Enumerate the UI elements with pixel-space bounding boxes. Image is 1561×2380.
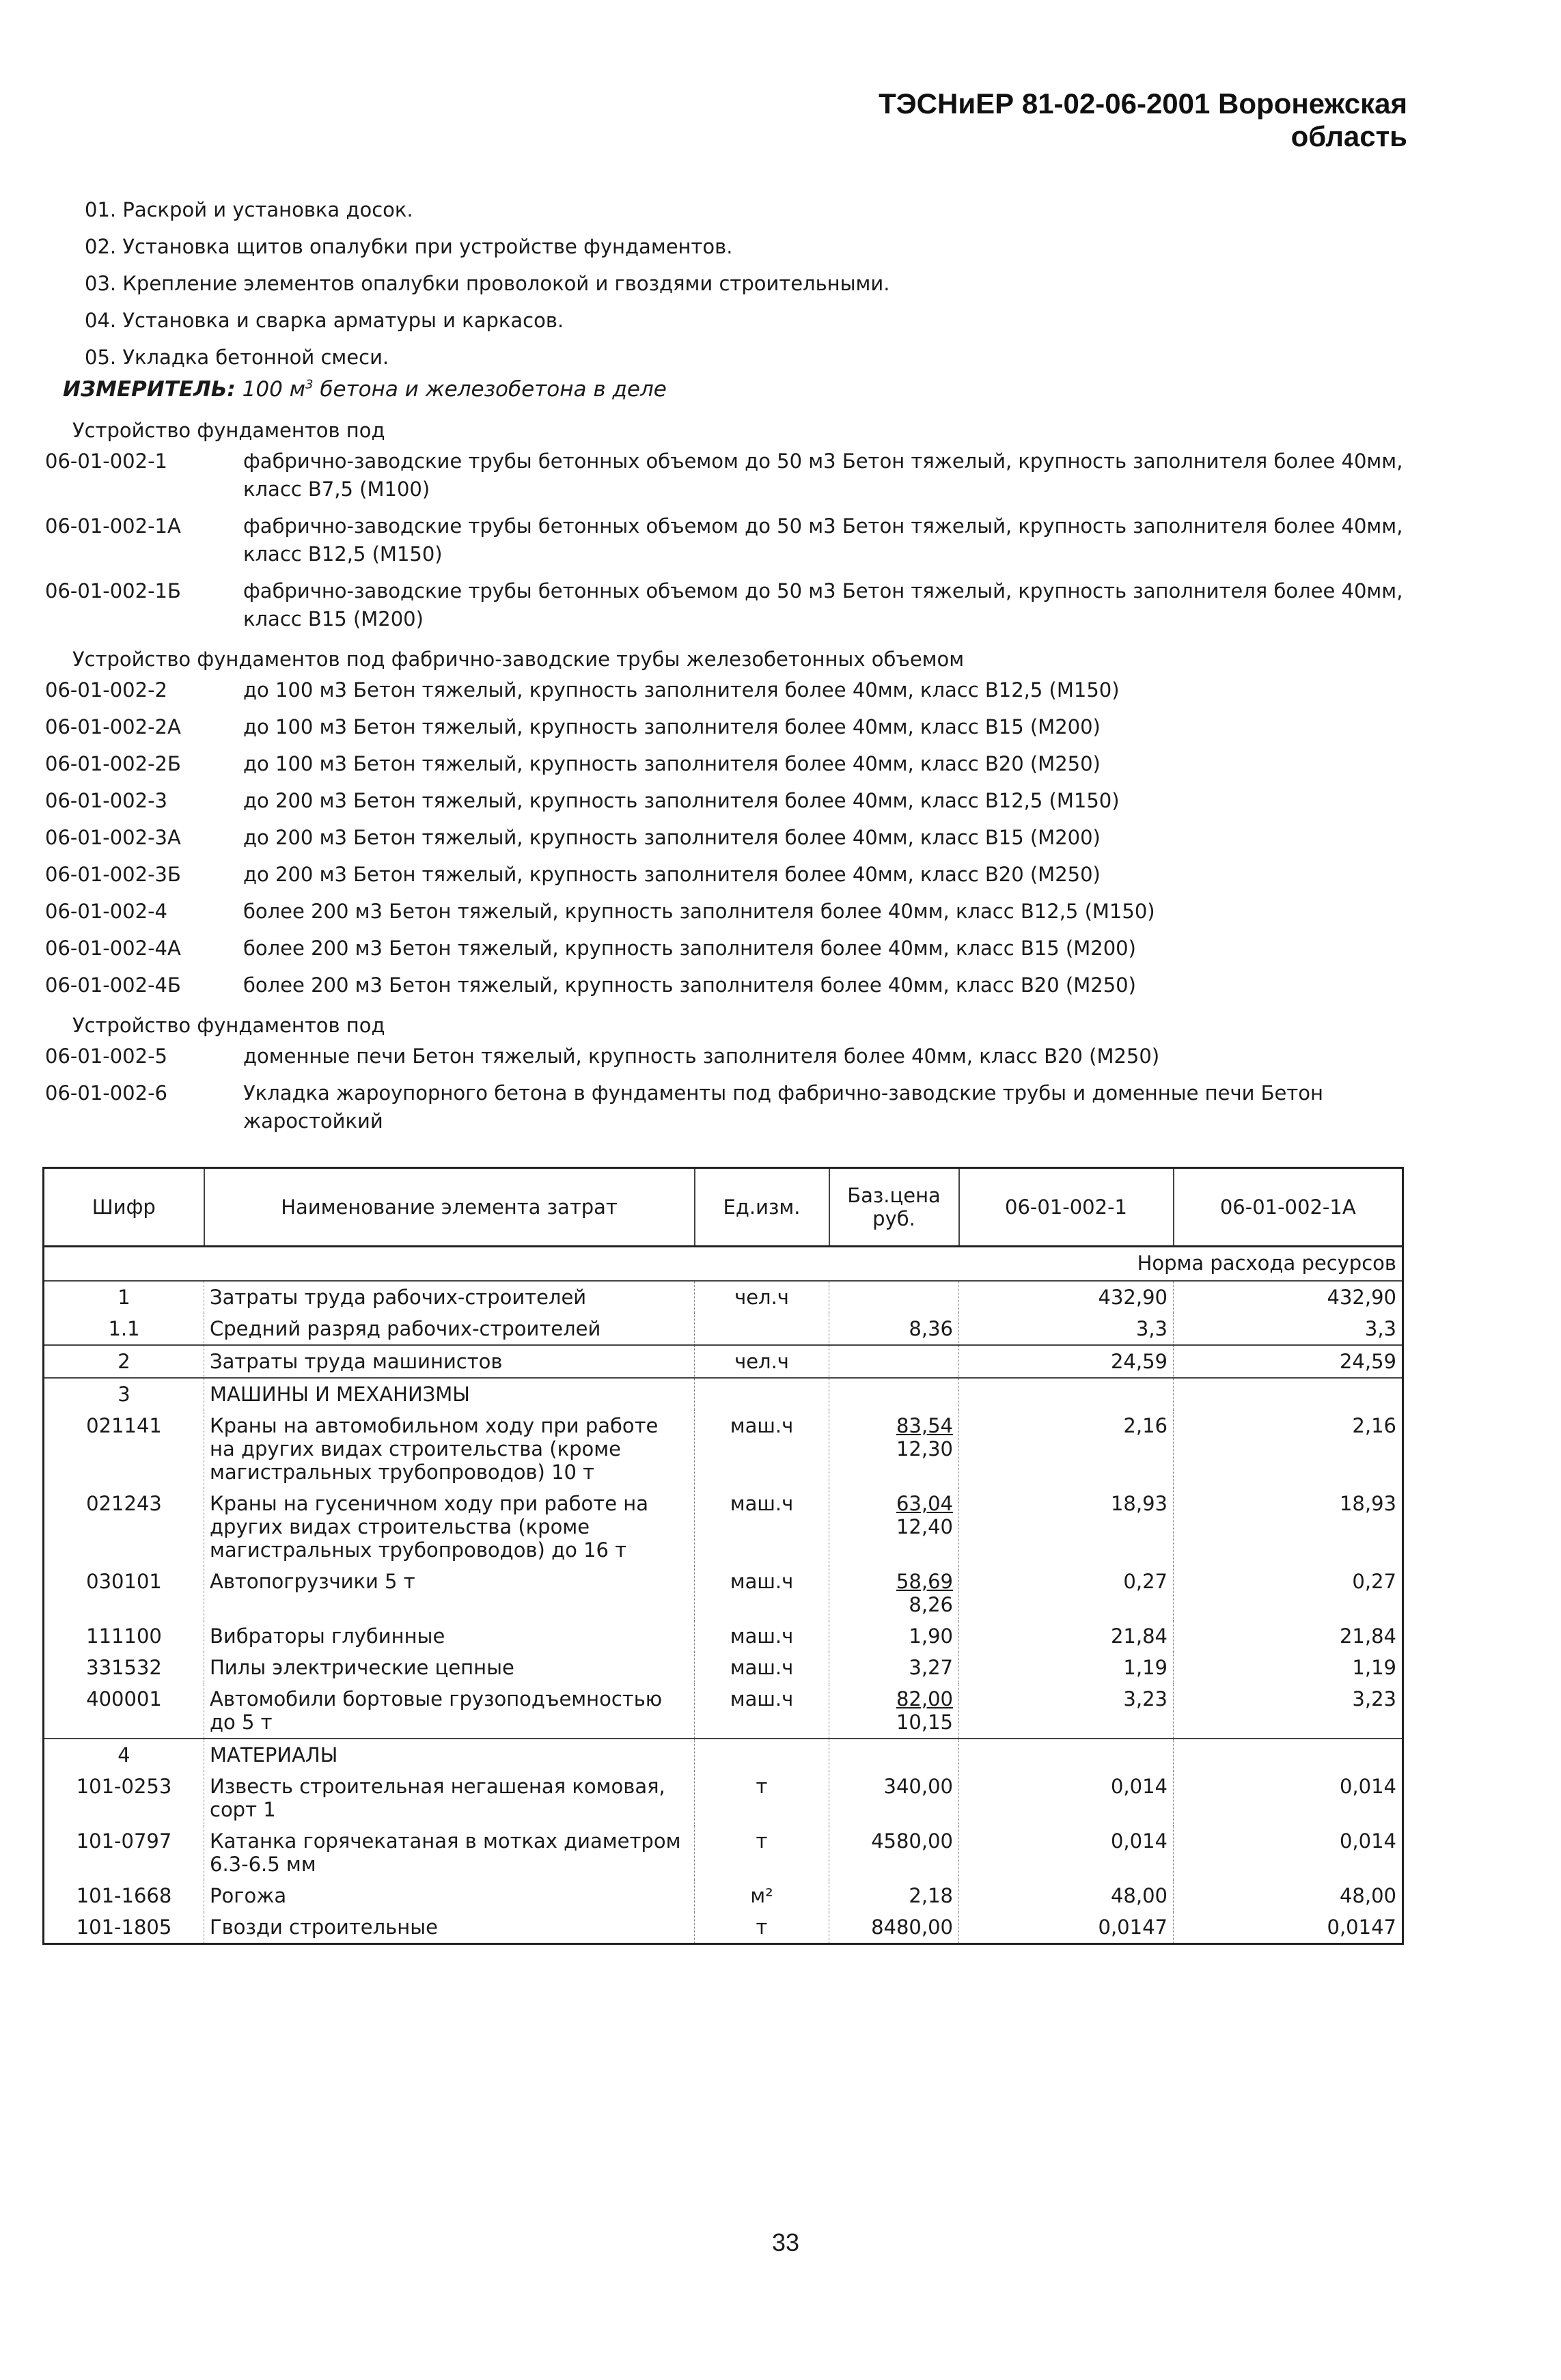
cell-unit — [695, 1378, 829, 1410]
table-row — [44, 1488, 1403, 1566]
cell-name: МАТЕРИАЛЫ — [204, 1739, 695, 1771]
table-row — [44, 1566, 1403, 1620]
price-operator-value: 12,30 — [896, 1437, 953, 1461]
cell-unit: чел.ч — [695, 1281, 829, 1313]
cell-col1-value: 0,27 — [959, 1566, 1174, 1620]
cell-code: 021243 — [44, 1488, 204, 1566]
cell-col1-value: 48,00 — [959, 1880, 1174, 1911]
measure-unit-line — [63, 377, 667, 402]
code-row — [45, 824, 1405, 852]
table-row — [44, 1825, 1403, 1880]
code-description: фабрично-заводские трубы бетонных объемом до 50 м3 Бетон тяжелый, крупность заполнителя более 40мм, класс В15 (М200) — [243, 579, 1403, 631]
header-unit: Ед.изм. — [695, 1168, 829, 1247]
cell-name: Гвозди строительные — [204, 1911, 695, 1944]
cell-col2-value — [1174, 1739, 1403, 1771]
cell-name: Катанка горячекатаная в мотках диаметром 6.3-6.5 мм — [204, 1825, 695, 1880]
code-description: до 200 м3 Бетон тяжелый, крупность заполнителя более 40мм, класс В15 (М200) — [243, 826, 1101, 849]
resource-table — [42, 1167, 1404, 1945]
work-step: 04. Установка и сварка арматуры и каркасов. — [85, 309, 564, 332]
cell-code: 4 — [44, 1739, 204, 1771]
price-operator-value: 10,15 — [896, 1711, 953, 1734]
cell-unit: маш.ч — [695, 1488, 829, 1566]
group-title: Устройство фундаментов под — [72, 1014, 385, 1037]
cell-name: Известь строительная негашеная комовая, сорт 1 — [204, 1771, 695, 1825]
group-title: Устройство фундаментов под — [72, 419, 385, 442]
cell-code: 101-0253 — [44, 1771, 204, 1825]
cell-price — [829, 1345, 959, 1378]
code-id: 06-01-002-6 — [45, 1081, 167, 1105]
cell-col2-value: 0,27 — [1352, 1570, 1396, 1593]
cell-col1-value: 0,014 — [959, 1825, 1174, 1880]
code-list — [45, 413, 1405, 1144]
cell-code: 101-1805 — [44, 1911, 204, 1944]
cell-code: 3 — [44, 1378, 204, 1410]
cell-col1-value: 21,84 — [959, 1620, 1174, 1652]
cell-col1-value: 2,16 — [959, 1410, 1174, 1488]
cell-code: 2 — [44, 1345, 204, 1378]
cell-name: Пилы электрические цепные — [204, 1652, 695, 1683]
cell-price — [829, 1566, 959, 1620]
cell-col1-value: 1,19 — [959, 1652, 1174, 1683]
price-value: 8,36 — [909, 1317, 953, 1340]
cell-unit: м² — [695, 1880, 829, 1911]
header-col2: 06-01-002-1А — [1174, 1168, 1403, 1247]
cell-code: 1.1 — [44, 1313, 204, 1345]
code-row — [45, 577, 1405, 633]
code-row — [45, 971, 1405, 999]
cell-unit: маш.ч — [695, 1652, 829, 1683]
cell-col1-value: 24,59 — [959, 1345, 1174, 1378]
code-description: более 200 м3 Бетон тяжелый, крупность заполнителя более 40мм, класс В15 (М200) — [243, 937, 1136, 960]
cell-col2-value: 0,014 — [1339, 1829, 1396, 1853]
cell-code: 030101 — [44, 1566, 204, 1620]
cell-unit: т — [695, 1825, 829, 1880]
cell-code: 101-0797 — [44, 1825, 204, 1880]
cell-price — [829, 1880, 959, 1911]
cell-col2-value: 432,90 — [1327, 1286, 1396, 1309]
cell-code: 111100 — [44, 1620, 204, 1652]
price-value: 58,69 — [896, 1570, 953, 1593]
header-price: Баз.цена руб. — [829, 1168, 959, 1247]
cell-unit: маш.ч — [695, 1620, 829, 1652]
price-value: 63,04 — [896, 1492, 953, 1515]
header-name: Наименование элемента затрат — [204, 1168, 695, 1247]
measure-power: 3 — [305, 377, 314, 392]
table-row — [44, 1683, 1403, 1739]
cell-price — [829, 1771, 959, 1825]
cell-col2-value: 1,19 — [1352, 1656, 1396, 1679]
code-id: 06-01-002-2Б — [45, 752, 181, 775]
code-id: 06-01-002-1 — [45, 449, 167, 473]
code-row — [45, 898, 1405, 926]
code-description: до 100 м3 Бетон тяжелый, крупность заполнителя более 40мм, класс В20 (М250) — [243, 752, 1101, 775]
cell-name: Автомобили бортовые грузоподъемностью до 5 т — [204, 1683, 695, 1739]
code-id: 06-01-002-1А — [45, 514, 181, 538]
code-row — [45, 787, 1405, 815]
code-description: более 200 м3 Бетон тяжелый, крупность заполнителя более 40мм, класс В12,5 (М150) — [243, 900, 1155, 923]
section-row — [44, 1378, 1403, 1410]
price-value: 340,00 — [883, 1775, 953, 1798]
code-id: 06-01-002-2А — [45, 715, 181, 738]
price-value: 8480,00 — [871, 1915, 953, 1939]
cell-col1-value: 3,3 — [959, 1313, 1174, 1345]
cell-col1-value — [959, 1378, 1174, 1410]
header-code: Шифр — [44, 1168, 204, 1247]
cell-price — [829, 1281, 959, 1313]
price-value: 83,54 — [896, 1414, 953, 1437]
code-row — [45, 861, 1405, 889]
norm-label-row — [44, 1247, 1403, 1282]
cell-unit: маш.ч — [695, 1410, 829, 1488]
table-row — [44, 1281, 1403, 1313]
cell-price — [829, 1378, 959, 1410]
section-row — [44, 1739, 1403, 1771]
cell-price — [829, 1652, 959, 1683]
cell-unit: маш.ч — [695, 1566, 829, 1620]
table-row — [44, 1880, 1403, 1911]
group-title: Устройство фундаментов под фабрично-заводские трубы железобетонных объемом — [72, 648, 965, 671]
code-row — [45, 676, 1405, 704]
code-description: до 200 м3 Бетон тяжелый, крупность заполнителя более 40мм, класс В20 (М250) — [243, 863, 1101, 886]
cell-col2-value: 48,00 — [1339, 1884, 1396, 1907]
table-row — [44, 1345, 1403, 1378]
cell-unit — [695, 1313, 829, 1345]
table-row — [44, 1313, 1403, 1345]
code-description: доменные печи Бетон тяжелый, крупность заполнителя более 40мм, класс В20 (М250) — [243, 1044, 1160, 1068]
price-value: 3,27 — [909, 1656, 953, 1679]
cell-name: Затраты труда машинистов — [204, 1345, 695, 1378]
code-row — [45, 447, 1405, 503]
code-row — [45, 935, 1405, 963]
cell-price — [829, 1313, 959, 1345]
table-row — [44, 1652, 1403, 1683]
cell-code: 021141 — [44, 1410, 204, 1488]
cell-col1-value: 18,93 — [959, 1488, 1174, 1566]
cell-name: Рогожа — [204, 1880, 695, 1911]
code-description: до 200 м3 Бетон тяжелый, крупность заполнителя более 40мм, класс В12,5 (М150) — [243, 789, 1120, 812]
code-row — [45, 1042, 1405, 1070]
cell-name: Краны на автомобильном ходу при работе на других видах строительства (кроме магистральных трубопроводов) 10 т — [204, 1410, 695, 1488]
price-value: 4580,00 — [871, 1829, 953, 1853]
cell-col2-value — [1174, 1378, 1403, 1410]
cell-col2-value: 21,84 — [1339, 1624, 1396, 1648]
code-id: 06-01-002-3 — [45, 789, 167, 812]
cell-price — [829, 1488, 959, 1566]
norm-label: Норма расхода ресурсов — [44, 1247, 1403, 1282]
cell-name: Вибраторы глубинные — [204, 1620, 695, 1652]
cell-col1-value: 432,90 — [959, 1281, 1174, 1313]
measure-value: 100 м — [242, 377, 306, 402]
price-value: 2,18 — [909, 1884, 953, 1907]
cell-col1-value: 3,23 — [959, 1683, 1174, 1739]
cell-name: МАШИНЫ И МЕХАНИЗМЫ — [204, 1378, 695, 1410]
code-row — [45, 512, 1405, 568]
code-id: 06-01-002-4А — [45, 937, 181, 960]
price-operator-value: 12,40 — [896, 1515, 953, 1538]
code-id: 06-01-002-3Б — [45, 863, 181, 886]
cell-unit: т — [695, 1771, 829, 1825]
cell-name: Автопогрузчики 5 т — [204, 1566, 695, 1620]
header-col1: 06-01-002-1 — [959, 1168, 1174, 1247]
code-description: фабрично-заводские трубы бетонных объемом до 50 м3 Бетон тяжелый, крупность заполнителя более 40мм, класс В7,5 (М100) — [243, 449, 1403, 501]
cell-code: 1 — [44, 1281, 204, 1313]
code-id: 06-01-002-5 — [45, 1044, 167, 1068]
code-id: 06-01-002-4Б — [45, 973, 181, 997]
price-value: 1,90 — [909, 1624, 953, 1648]
code-description: до 100 м3 Бетон тяжелый, крупность заполнителя более 40мм, класс В12,5 (М150) — [243, 678, 1120, 702]
cell-col2-value: 3,3 — [1364, 1317, 1396, 1340]
work-steps-list — [85, 191, 889, 376]
cell-code: 331532 — [44, 1652, 204, 1683]
table-row — [44, 1771, 1403, 1825]
cell-code: 400001 — [44, 1683, 204, 1739]
code-row — [45, 1079, 1405, 1135]
measure-description: бетона и железобетона в деле — [313, 377, 667, 402]
code-description: более 200 м3 Бетон тяжелый, крупность заполнителя более 40мм, класс В20 (М250) — [243, 973, 1136, 997]
cell-price — [829, 1739, 959, 1771]
code-id: 06-01-002-4 — [45, 900, 167, 923]
work-step: 02. Установка щитов опалубки при устройстве фундаментов. — [85, 235, 733, 258]
table-row — [44, 1410, 1403, 1488]
code-id: 06-01-002-1Б — [45, 579, 181, 603]
page-number: 33 — [771, 2228, 800, 2256]
cell-unit: чел.ч — [695, 1345, 829, 1378]
table-header-row — [44, 1168, 1403, 1247]
code-row — [45, 750, 1405, 778]
cell-col1-value: 0,0147 — [959, 1911, 1174, 1944]
cell-col2-value: 18,93 — [1339, 1492, 1396, 1515]
work-step: 03. Крепление элементов опалубки проволокой и гвоздями строительными. — [85, 272, 890, 295]
price-operator-value: 8,26 — [909, 1593, 953, 1616]
cell-unit — [695, 1739, 829, 1771]
document-header-title: ТЭСНиЕР 81-02-06-2001 Воронежская область — [879, 87, 1407, 152]
table-body — [44, 1247, 1403, 1944]
cell-unit: т — [695, 1911, 829, 1944]
code-row — [45, 713, 1405, 741]
cell-col2-value: 24,59 — [1174, 1345, 1403, 1378]
cell-name: Средний разряд рабочих-строителей — [204, 1313, 695, 1345]
cell-price — [829, 1825, 959, 1880]
cell-price — [829, 1410, 959, 1488]
table-row — [44, 1911, 1403, 1944]
code-id: 06-01-002-2 — [45, 678, 167, 702]
cell-name: Затраты труда рабочих-строителей — [204, 1281, 695, 1313]
code-description: до 100 м3 Бетон тяжелый, крупность заполнителя более 40мм, класс В15 (М200) — [243, 715, 1101, 738]
code-id: 06-01-002-3А — [45, 826, 181, 849]
cell-price — [829, 1911, 959, 1944]
work-step: 01. Раскрой и установка досок. — [85, 198, 413, 221]
cell-price — [829, 1683, 959, 1739]
cell-code: 101-1668 — [44, 1880, 204, 1911]
cell-col2-value: 0,0147 — [1327, 1915, 1396, 1939]
measure-label: ИЗМЕРИТЕЛЬ: — [63, 377, 236, 402]
cell-col1-value — [959, 1739, 1174, 1771]
cell-col2-value: 2,16 — [1352, 1414, 1396, 1437]
cell-col2-value: 3,23 — [1352, 1687, 1396, 1711]
code-description: фабрично-заводские трубы бетонных объемом до 50 м3 Бетон тяжелый, крупность заполнителя более 40мм, класс В12,5 (М150) — [243, 514, 1403, 566]
cell-unit: маш.ч — [695, 1683, 829, 1739]
cell-col2-value: 0,014 — [1339, 1775, 1396, 1798]
work-step: 05. Укладка бетонной смеси. — [85, 346, 389, 369]
cell-col1-value: 0,014 — [959, 1771, 1174, 1825]
code-description: Укладка жароупорного бетона в фундаменты под фабрично-заводские трубы и доменные печи Бетон жаростойкий — [243, 1081, 1323, 1133]
cell-name: Краны на гусеничном ходу при работе на других видах строительства (кроме магистральных трубопроводов) до 16 т — [204, 1488, 695, 1566]
cell-price — [829, 1620, 959, 1652]
table-row — [44, 1620, 1403, 1652]
price-value: 82,00 — [896, 1687, 953, 1711]
